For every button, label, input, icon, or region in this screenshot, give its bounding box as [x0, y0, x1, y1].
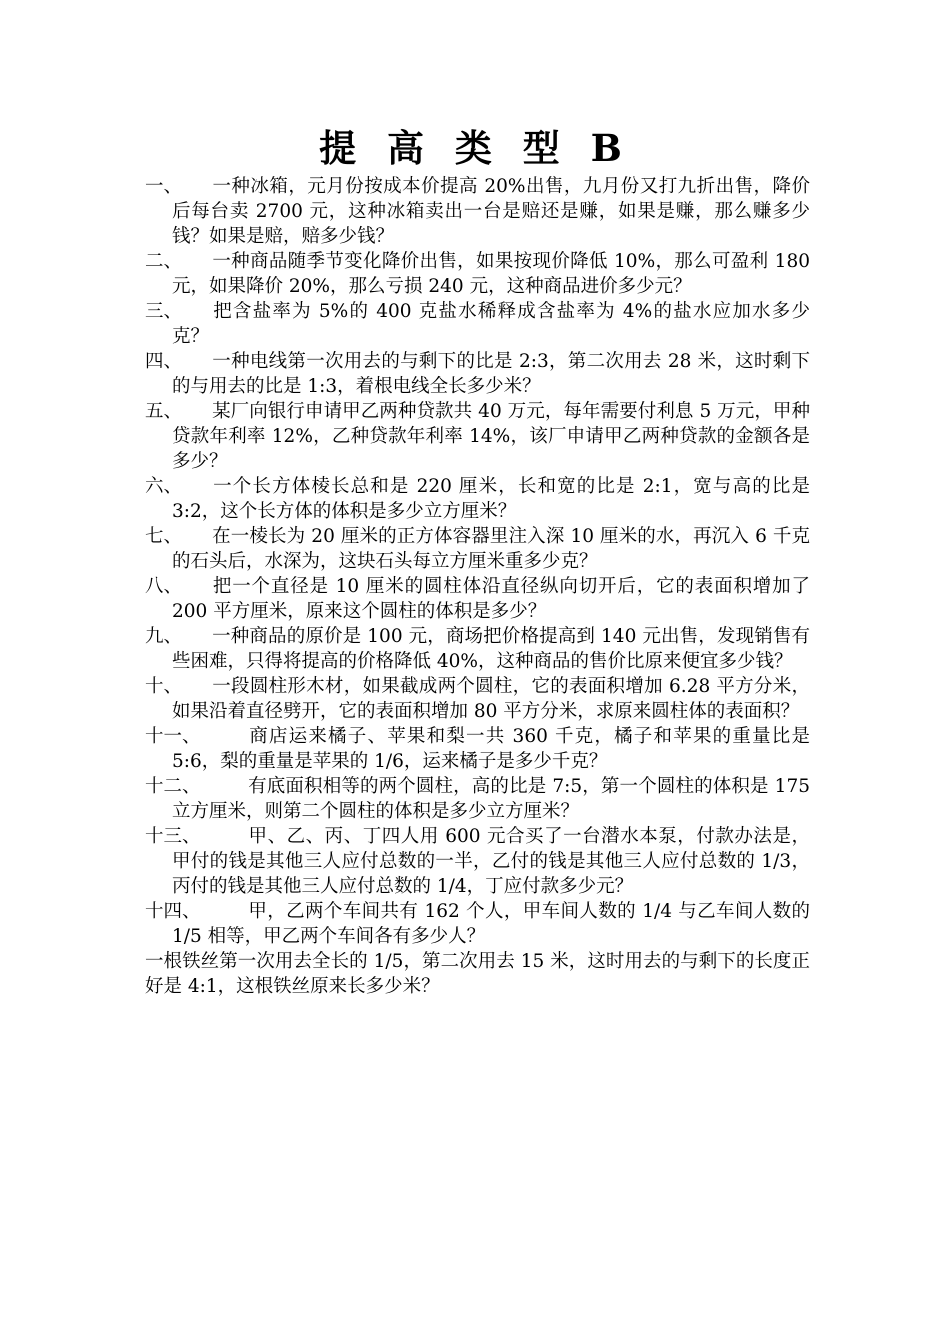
- problem-text: 把一个直径是 10 厘米的圆柱体沿直径纵向切开后，它的表面积增加了 200 平方厘米，原来这个圆柱的体积是多少？: [172, 576, 810, 622]
- problem-number: 十三、: [145, 826, 201, 847]
- problem-text: 甲，乙两个车间共有 162 个人，甲车间人数的 1/4 与乙车间人数的 1/5 相等，甲乙两个车间各有多少人？: [172, 901, 810, 947]
- problem-text: 商店运来橘子、苹果和梨一共 360 千克，橘子和苹果的重量比是 5:6，梨的重量是苹果的 1/6，运来橘子是多少千克？: [172, 726, 810, 772]
- problem-item: [145, 174, 810, 249]
- problem-text: 某厂向银行申请甲乙两种贷款共 40 万元，每年需要付利息 5 万元，甲种贷款年利率 12%，乙种贷款年利率 14%，该厂申请甲乙两种贷款的金额各是多少？: [172, 401, 810, 472]
- page-title: 提 高 类 型 B: [319, 126, 631, 170]
- problem-text: 把含盐率为 5%的 400 克盐水稀释成含盐率为 4%的盐水应加水多少克？: [172, 301, 810, 347]
- problem-item: [145, 524, 810, 574]
- problem-item: [145, 674, 810, 724]
- problem-number: 八、: [145, 576, 183, 597]
- problem-text: 一段圆柱形木材，如果截成两个圆柱，它的表面积增加 6.28 平方分米，如果沿着直径劈开，它的表面积增加 80 平方分米，求原来圆柱体的表面积？: [172, 676, 810, 722]
- problem-item: [145, 574, 810, 624]
- problem-list: [145, 174, 810, 999]
- problem-number: 七、: [145, 526, 183, 547]
- problem-item: [145, 349, 810, 399]
- problem-number: 一、: [145, 176, 183, 197]
- problem-number: 五、: [145, 401, 183, 422]
- problem-item: [145, 299, 810, 349]
- problem-item: [145, 249, 810, 299]
- problem-number: 九、: [145, 626, 183, 647]
- problem-number: 十四、: [145, 901, 201, 922]
- problem-number: 四、: [145, 351, 183, 372]
- problem-text: 一种冰箱，元月份按成本价提高 20%出售，九月份又打九折出售，降价后每台卖 2700 元，这种冰箱卖出一台是赔还是赚，如果是赚，那么赚多少钱？如果是赔，赔多少钱？: [172, 176, 810, 247]
- problem-item: [145, 774, 810, 824]
- problem-number: 三、: [145, 301, 183, 322]
- problem-item: [145, 824, 810, 899]
- problem-text: 在一棱长为 20 厘米的正方体容器里注入深 10 厘米的水，再沉入 6 千克的石头后，水深为，这块石头每立方厘米重多少克？: [172, 526, 810, 572]
- closing-problem-text: 一根铁丝第一次用去全长的 1/5，第二次用去 15 米，这时用去的与剩下的长度正好是 4:1，这根铁丝原来长多少米？: [145, 951, 810, 997]
- problem-text: 一种商品随季节变化降价出售，如果按现价降低 10%，那么可盈利 180 元，如果降价 20%，那么亏损 240 元，这种商品进价多少元？: [172, 251, 810, 297]
- problem-item: [145, 474, 810, 524]
- problem-text: 一种商品的原价是 100 元，商场把价格提高到 140 元出售，发现销售有些困难，只得将提高的价格降低 40%，这种商品的售价比原来便宜多少钱？: [172, 626, 810, 672]
- problem-number: 六、: [145, 476, 183, 497]
- problem-item: [145, 399, 810, 474]
- problem-number: 二、: [145, 251, 183, 272]
- problem-text: 甲、乙、丙、丁四人用 600 元合买了一台潜水本泵，付款办法是，甲付的钱是其他三人应付总数的一半，乙付的钱是其他三人应付总数的 1/3，丙付的钱是其他三人应付总数的 1/4，丁应付款多少元？: [172, 826, 810, 897]
- problem-number: 十二、: [145, 776, 201, 797]
- problem-text: 有底面积相等的两个圆柱，高的比是 7:5，第一个圆柱的体积是 175 立方厘米，则第二个圆柱的体积是多少立方厘米？: [172, 776, 810, 822]
- problem-number: 十一、: [145, 726, 201, 747]
- problem-text: 一个长方体棱长总和是 220 厘米，长和宽的比是 2:1，宽与高的比是 3:2，这个长方体的体积是多少立方厘米？: [172, 476, 810, 522]
- problem-item: [145, 624, 810, 674]
- problem-text: 一种电线第一次用去的与剩下的比是 2:3，第二次用去 28 米，这时剩下的与用去的比是 1:3，着根电线全长多少米？: [172, 351, 810, 397]
- problem-item: [145, 899, 810, 949]
- problem-item: [145, 724, 810, 774]
- problem-number: 十、: [145, 676, 183, 697]
